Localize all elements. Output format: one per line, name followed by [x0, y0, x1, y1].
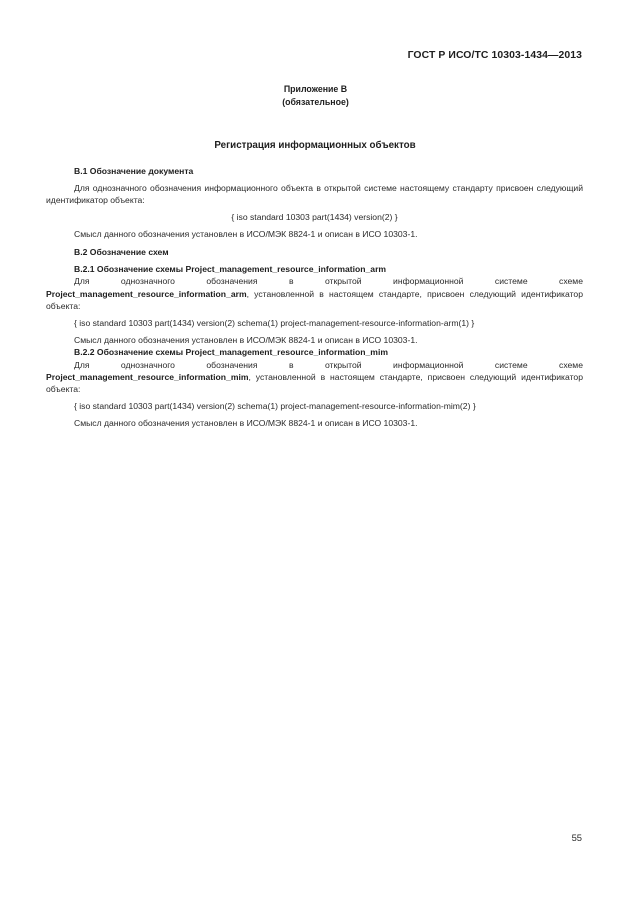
- section-b22-meaning: Смысл данного обозначения установлен в ИСО/МЭК 8824-1 и описан в ИСО 10303-1.: [74, 418, 418, 429]
- document-identifier: { iso standard 10303 part(1434) version(2) }: [231, 211, 398, 222]
- section-b1-paragraph: Для однозначного обозначения информационного объекта в открытой системе настоящему стандарту присвоен следующий идентификатор объекта:: [46, 183, 583, 206]
- arm-schema-name: Project_management_resource_information_arm: [46, 288, 247, 299]
- section-b1-meaning: Смысл данного обозначения установлен в ИСО/МЭК 8824-1 и описан в ИСО 10303-1.: [74, 228, 418, 239]
- section-b22-paragraph: [46, 359, 583, 396]
- annex-heading: [0, 83, 630, 108]
- section-b21-text-start: Для однозначного обозначения в открытой информационной системе схеме: [74, 276, 583, 287]
- mim-schema-name: Project_management_resource_information_mim: [46, 371, 249, 382]
- section-b1-heading: В.1 Обозначение документа: [74, 166, 194, 176]
- annex-title: Регистрация информационных объектов: [214, 140, 416, 151]
- section-b21-heading: В.2.1 Обозначение схемы Project_management_resource_information_arm: [74, 264, 387, 275]
- annex-status: (обязательное): [282, 96, 349, 107]
- section-b21-meaning: Смысл данного обозначения установлен в ИСО/МЭК 8824-1 и описан в ИСО 10303-1.: [74, 335, 418, 346]
- mim-schema-identifier: { iso standard 10303 part(1434) version(2) schema(1) project-management-resource-information-mim(2) }: [74, 401, 476, 412]
- section-b22-text-start: Для однозначного обозначения в открытой информационной системе схеме: [74, 359, 583, 370]
- section-b21-paragraph: [46, 275, 583, 312]
- section-b21-text-end: , установленной в настоящем стандарте, присвоен следующий идентификатор объекта:: [46, 288, 583, 311]
- section-b2-heading: В.2 Обозначение схем: [74, 247, 169, 258]
- standard-header: ГОСТ Р ИСО/ТС 10303-1434—2013: [407, 50, 582, 61]
- arm-schema-identifier: { iso standard 10303 part(1434) version(2) schema(1) project-management-resource-information-arm(1) }: [74, 318, 475, 329]
- page-number: 55: [571, 832, 582, 843]
- annex-body: [46, 165, 583, 430]
- section-b22-heading: В.2.2 Обозначение схемы Project_management_resource_information_mim: [74, 347, 388, 358]
- section-b22-text-end: , установленной в настоящем стандарте, присвоен следующий идентификатор объекта:: [46, 371, 583, 395]
- annex-label: Приложение В: [283, 84, 348, 94]
